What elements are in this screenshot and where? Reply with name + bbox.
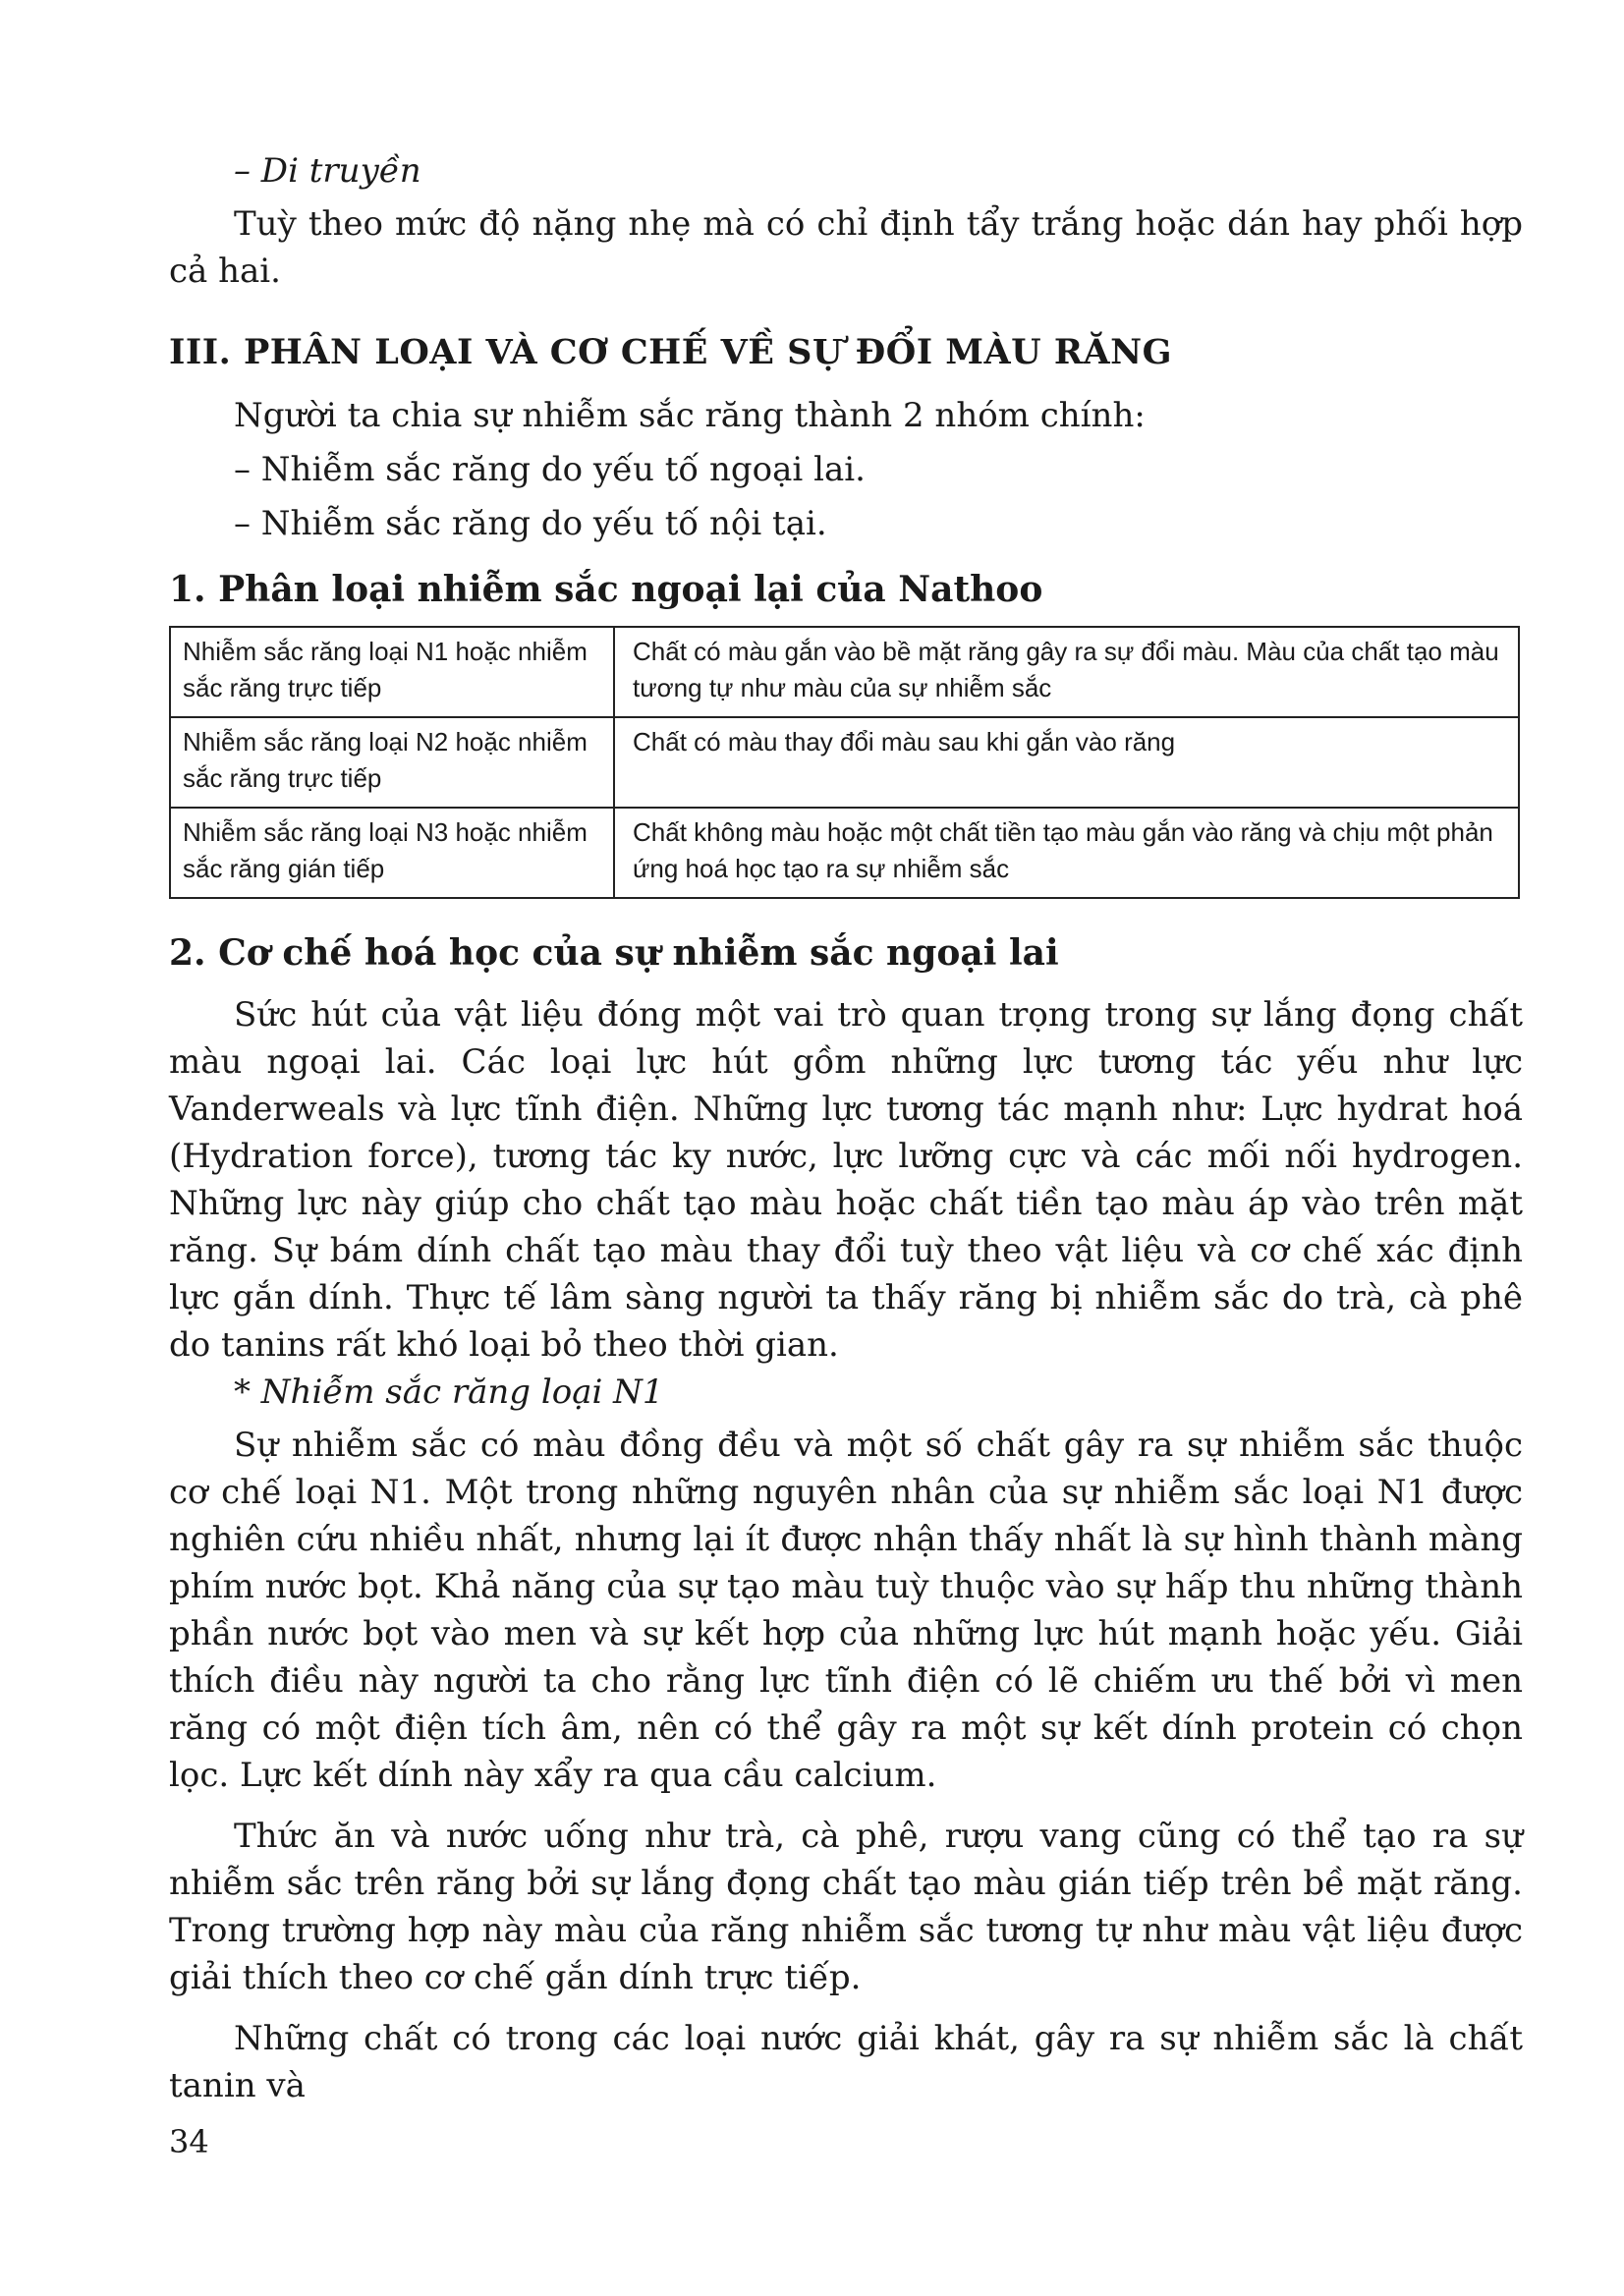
paragraph-suc-hut: Sức hút của vật liệu đóng một vai trò quan trọng trong sự lắng đọng chất màu ngoại lai. Các loại lực hút gồm những lực tương tác yếu như lực Vanderweals và lực tĩnh điện. Những lực tương tác mạnh như: Lực hydrat hoá (Hydration force), tương tác ky nước, lực lưỡng cực và các mối nối hydrogen. Những lực này giúp cho chất tạo màu hoặc chất tiền tạo màu áp vào trên mặt răng. Sự bám dính chất tạo màu thay đổi tuỳ theo vật liệu và cơ chế xác định lực gắn dính. Thực tế lâm sàng người ta thấy răng bị nhiễm sắc do trà, cà phê do tanins rất khó loại bỏ theo thời gian. [169,995,1523,1365]
paragraph-tuy-theo: Tuỳ theo mức độ nặng nhẹ mà có chỉ định tẩy trắng hoặc dán hay phối hợp cả hai. [169,204,1523,291]
list-item-noi-tai: – Nhiễm sắc răng do yếu tố nội tại. [234,504,827,543]
section-heading-iii: III. PHÂN LOẠI VÀ CƠ CHẾ VỀ SỰ ĐỔI MÀU RĂNG [169,332,1172,372]
nathoo-classification-table [169,626,1520,899]
paragraph-n1: Sự nhiễm sắc có màu đồng đều và một số chất gây ra sự nhiễm sắc thuộc cơ chế loại N1. Một trong những nguyên nhân của sự nhiễm sắc loại N1 được nghiên cứu nhiều nhất, nhưng lại ít được nhận thấy nhất là sự hình thành màng phím nước bọt. Khả năng của sự tạo màu tuỳ thuộc vào sự hấp thu những thành phần nước bọt vào men và sự kết hợp của những lực hút mạnh hoặc yếu. Giải thích điều này người ta cho rằng lực tĩnh điện có lẽ chiếm ưu thế bởi vì men răng có một điện tích âm, nên có thể gây ra một sự kết dính protein có chọn lọc. Lực kết dính này xẩy ra qua cầu calcium. [169,1426,1523,1795]
paragraph-thuc-an: Thức ăn và nước uống như trà, cà phê, rượu vang cũng có thể tạo ra sự nhiễm sắc trên răng bởi sự lắng đọng chất tạo màu gián tiếp trên bề mặt răng. Trong trường hợp này màu của răng nhiễm sắc tương tự như màu vật liệu được giải thích theo cơ chế gắn dính trực tiếp. [169,1817,1523,1997]
table-cell-description: Chất có màu thay đổi màu sau khi gắn vào răng [614,717,1519,808]
subsection-heading-2: 2. Cơ chế hoá học của sự nhiễm sắc ngoại lai [169,932,1059,974]
subsection-heading-1: 1. Phân loại nhiễm sắc ngoại lại của Nathoo [169,569,1043,610]
page-content [169,147,1523,2109]
table-cell-description: Chất có màu gắn vào bề mặt răng gây ra sự đổi màu. Màu của chất tạo màu tương tự như màu của sự nhiễm sắc [614,627,1519,717]
list-item-ngoai-lai: – Nhiễm sắc răng do yếu tố ngoại lai. [234,450,866,489]
paragraph-nhung-chat: Những chất có trong các loại nước giải khát, gây ra sự nhiễm sắc là chất tanin và [169,2019,1523,2105]
table-cell-description: Chất không màu hoặc một chất tiền tạo màu gắn vào răng và chịu một phản ứng hoá học tạo ra sự nhiễm sắc [614,808,1519,898]
table-cell-type: Nhiễm sắc răng loại N2 hoặc nhiễm sắc răng trực tiếp [170,717,614,808]
table-cell-type: Nhiễm sắc răng loại N1 hoặc nhiễm sắc răng trực tiếp [170,627,614,717]
section-lead: Người ta chia sự nhiễm sắc răng thành 2 nhóm chính: [234,396,1146,435]
page-number: 34 [169,2123,209,2160]
table-cell-type: Nhiễm sắc răng loại N3 hoặc nhiễm sắc răng gián tiếp [170,808,614,898]
table-row [170,717,1519,808]
list-item-di-truyen: – Di truyền [234,151,421,191]
table-row [170,627,1519,717]
table-row [170,808,1519,898]
n1-heading: * Nhiễm sắc răng loại N1 [234,1372,664,1412]
